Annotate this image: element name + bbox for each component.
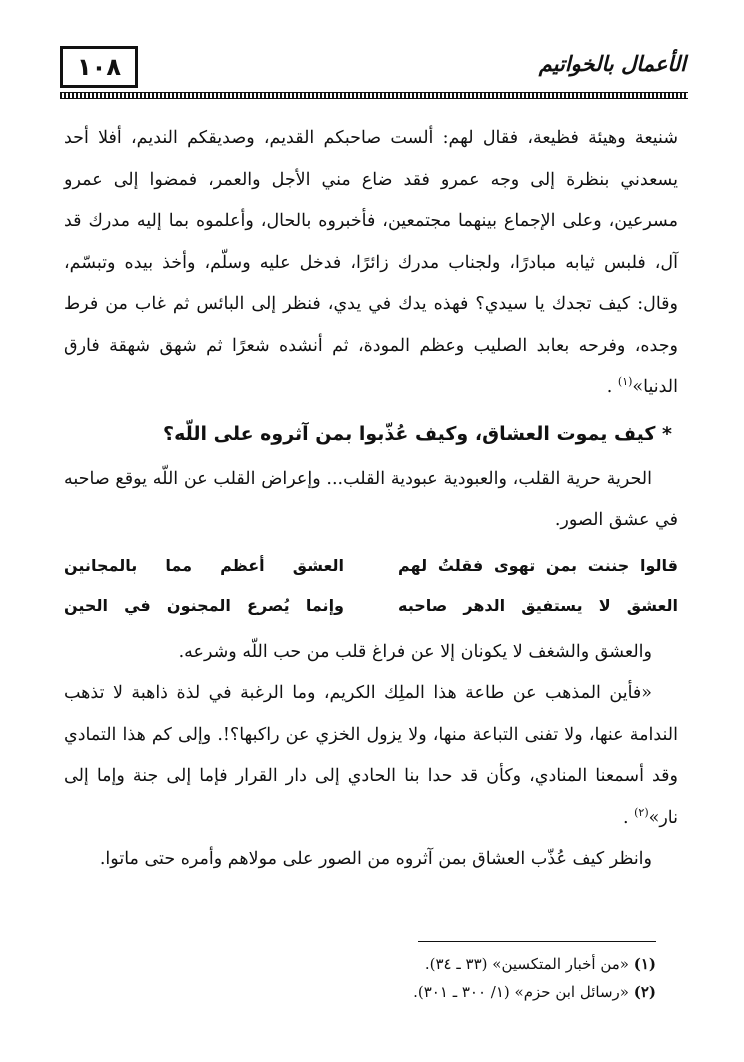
page-number: ١٠٨ [60, 46, 138, 88]
poem-verse [64, 546, 678, 586]
footnote-rule [418, 941, 656, 942]
footnote-ref-1: (١) [617, 375, 633, 389]
paragraph-1 [64, 118, 678, 409]
paragraph-3: والعشق والشغف لا يكونان إلا عن فراغ قلب من حب اللّه وشرعه. [178, 641, 652, 662]
footnote-1 [96, 950, 656, 978]
paragraph-1-end: . [606, 377, 618, 397]
paragraph-4-text: «فأين المذهب عن طاعة هذا الملِك الكريم، وما الرغبة في لذة ذاهبة لا تذهب الندامة عنها، ولا تفنى التباعة منها، ولا يزول الخزي عن راكبها؟!. وإلى كم هذا التمادي وقد أسمعنا المنادي، وكأن قد حدا بنا الحادي إلى دار القرار فإما إلى جنة وإما إلى نار» [64, 683, 678, 828]
paragraph-4-end: . [622, 807, 635, 828]
poem-verse [64, 586, 678, 626]
footnote-number: (١) [633, 955, 656, 973]
poem-hemistich-second: العشق أعظم مما بالمجانين [64, 555, 344, 575]
paragraph-5: وانظر كيف عُذّب العشاق بمن آثروه من الصور على مولاهم وأمره حتى ماتوا. [99, 849, 652, 869]
section-heading: * كيف يموت العشاق، وكيف عُذّبوا بمن آثروه على اللّه؟ [163, 422, 672, 445]
footnote-number: (٢) [633, 983, 656, 1001]
paragraph-2: الحرية حرية القلب، والعبودية عبودية القلب... وإعراض القلب عن اللّه يوقع صاحبه في عشق الصور. [64, 468, 678, 530]
poem-hemistich-second: وإنما يُصرع المجنون في الحين [64, 595, 344, 615]
running-title: الأعمال بالخواتيم [538, 52, 686, 76]
footnote-text: «رسائل ابن حزم» (١/ ٣٠٠ ـ ٣٠١). [413, 983, 634, 1001]
paragraph-4 [64, 673, 678, 839]
footnote-2 [96, 978, 656, 1006]
poem [64, 546, 678, 626]
footnote-ref-2: (٢) [634, 805, 649, 819]
poem-hemistich-first: العشق لا يستفيق الدهر صاحبه [398, 595, 678, 615]
footnotes [96, 950, 656, 1006]
poem-hemistich-first: قالوا جننت بمن تهوى فقلتُ لهم [398, 555, 678, 575]
main-text [64, 118, 678, 881]
header-rule [60, 92, 688, 99]
page-header [60, 44, 688, 104]
paragraph-1-text: شنيعة وهيئة فظيعة، فقال لهم: ألست صاحبكم القديم، وصديقكم النديم، أفلا أحد يسعدني بنظرة إلى وجه عمرو فقد ضاع مني الأجل والعمر، فمضوا إلى عمرو مسرعين، وعلى الإجماع بينهما مجتمعين، فأخبروه بالحال، وأعلموه بما إليه مدرك قد آل، فلبس ثيابه مبادرًا، ولجناب مدرك زائرًا، فدخل عليه وسلّم، وأخذ بيده وتبسّم، وقال: كيف تجدك يا سيدي؟ فهذه يدك في يدي، فنظر إلى البائس ثم غاب من فرط وجده، وفرحه بعابد الصليب وعظم المودة، ثم أنشده شعرًا ثم شهق شهقة فارق الدنيا» [64, 128, 678, 397]
footnote-text: «من أخبار المتكسين» (٣٣ ـ ٣٤). [424, 955, 634, 973]
